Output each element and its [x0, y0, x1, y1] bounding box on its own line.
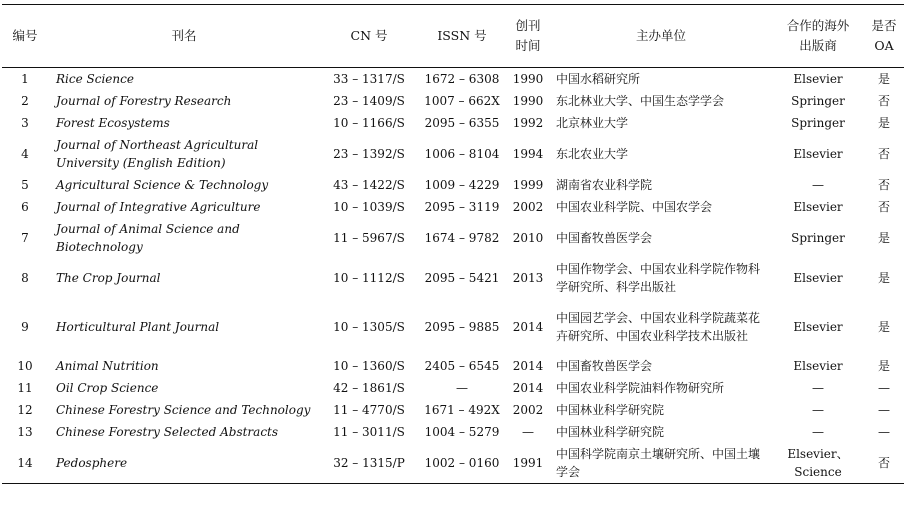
- cell-oa: 否: [877, 200, 890, 214]
- cell-cn: 10 – 1166/S: [333, 116, 405, 130]
- cell-host: 中国农业科学院、中国农学会: [556, 200, 713, 214]
- cell-title: Journal of Integrative Agriculture: [56, 200, 261, 214]
- cell-host: 中国农业科学院油料作物研究所: [556, 381, 725, 395]
- table-row: [2, 355, 904, 377]
- cell-title: Journal of Animal Science and Biotechnology: [56, 222, 240, 254]
- cell-title: Animal Nutrition: [56, 359, 159, 373]
- cell-cn: 33 – 1317/S: [333, 72, 405, 86]
- cell-no: 10: [17, 359, 33, 373]
- cell-title: Oil Crop Science: [56, 381, 159, 395]
- cell-year: 1994: [512, 147, 544, 161]
- table-row: [2, 112, 904, 134]
- cell-issn: 1006 – 8104: [424, 147, 500, 161]
- header-year: [506, 5, 550, 68]
- cell-cn: 10 – 1112/S: [333, 271, 405, 285]
- cell-oa: 是: [877, 116, 890, 130]
- cell-no: 3: [21, 116, 29, 130]
- cell-publisher: —: [812, 381, 824, 395]
- cell-publisher: —: [812, 425, 824, 439]
- cell-year: 1990: [512, 72, 544, 86]
- cell-issn: 1671 – 492X: [424, 403, 500, 417]
- cell-publisher: Elsevier、Science: [787, 447, 849, 479]
- journal-table: [2, 4, 904, 484]
- cell-cn: 42 – 1861/S: [333, 381, 405, 395]
- table-row: [2, 399, 904, 421]
- header-oa-line2: OA: [874, 38, 894, 53]
- cell-year: 2002: [512, 403, 544, 417]
- cell-issn: 1674 – 9782: [424, 231, 500, 245]
- cell-publisher: Elsevier: [793, 147, 843, 161]
- cell-oa: 是: [877, 231, 890, 245]
- cell-publisher: —: [812, 178, 824, 192]
- cell-cn: 23 – 1392/S: [333, 147, 405, 161]
- header-publisher-line2: 出版商: [799, 38, 837, 53]
- cell-cn: 11 – 5967/S: [333, 231, 405, 245]
- cell-oa: 是: [877, 359, 890, 373]
- cell-cn: 23 – 1409/S: [333, 94, 405, 108]
- cell-cn: 11 – 3011/S: [333, 425, 405, 439]
- cell-issn: 1672 – 6308: [424, 72, 500, 86]
- cell-no: 4: [21, 147, 29, 161]
- table-row: [2, 174, 904, 196]
- table-row: [2, 298, 904, 355]
- cell-issn: 2095 – 3119: [424, 200, 500, 214]
- header-issn: ISSN 号: [437, 27, 487, 43]
- table-row: [2, 443, 904, 484]
- cell-year: 2013: [512, 271, 544, 285]
- header-oa: [864, 5, 904, 68]
- header-cn: CN 号: [350, 27, 388, 43]
- cell-no: 9: [21, 319, 29, 334]
- cell-no: 8: [21, 271, 29, 285]
- cell-title: Agricultural Science & Technology: [56, 178, 269, 192]
- cell-title: Journal of Forestry Research: [56, 94, 232, 108]
- cell-oa: —: [878, 381, 890, 395]
- cell-oa: 否: [877, 94, 890, 108]
- cell-no: 11: [17, 381, 33, 395]
- cell-issn: 2095 – 9885: [424, 319, 500, 334]
- cell-host: 东北农业大学: [556, 147, 629, 161]
- cell-issn: 1002 – 0160: [424, 456, 500, 470]
- cell-publisher: Springer: [791, 94, 845, 108]
- cell-issn: 1009 – 4229: [424, 178, 500, 192]
- cell-title: Journal of Northeast Agricultural University (English Edition): [56, 138, 259, 170]
- cell-oa: 是: [877, 271, 890, 285]
- cell-cn: 10 – 1360/S: [333, 359, 405, 373]
- header-oa-line1: 是否: [871, 18, 897, 33]
- cell-year: 1991: [512, 456, 544, 470]
- cell-publisher: Elsevier: [793, 200, 843, 214]
- cell-year: —: [522, 425, 534, 439]
- cell-host: 中国畜牧兽医学会: [556, 359, 653, 373]
- cell-host: 中国林业科学研究院: [556, 425, 665, 439]
- table-row: [2, 134, 904, 174]
- cell-issn: 1007 – 662X: [424, 94, 500, 108]
- cell-year: 1999: [512, 178, 544, 192]
- cell-issn: 1004 – 5279: [424, 425, 500, 439]
- header-title: 刊名: [171, 27, 197, 43]
- cell-oa: —: [878, 403, 890, 417]
- table-row: [2, 421, 904, 443]
- table-header-row: [2, 5, 904, 68]
- table-row: [2, 258, 904, 298]
- cell-host: 中国林业科学研究院: [556, 403, 665, 417]
- cell-no: 12: [17, 403, 33, 417]
- cell-year: 1990: [512, 94, 544, 108]
- cell-oa: 否: [877, 147, 890, 161]
- cell-issn: —: [456, 381, 468, 395]
- cell-title: Chinese Forestry Selected Abstracts: [56, 425, 279, 439]
- table-row: [2, 196, 904, 218]
- cell-no: 13: [17, 425, 33, 439]
- cell-no: 14: [17, 456, 33, 470]
- cell-publisher: Elsevier: [793, 271, 843, 285]
- cell-issn: 2095 – 5421: [424, 271, 500, 285]
- cell-title: Pedosphere: [56, 456, 128, 470]
- cell-oa: 否: [877, 178, 890, 192]
- cell-host: 中国科学院南京土壤研究所、中国土壤学会: [556, 447, 761, 479]
- table-row: [2, 377, 904, 399]
- cell-no: 6: [21, 200, 29, 214]
- cell-no: 5: [21, 178, 29, 192]
- header-year-line1: 创刊: [515, 18, 541, 33]
- cell-issn: 2095 – 6355: [424, 116, 500, 130]
- cell-title: Chinese Forestry Science and Technology: [56, 403, 311, 417]
- cell-year: 2014: [512, 359, 544, 373]
- header-publisher-line1: 合作的海外: [786, 18, 850, 33]
- cell-year: 1992: [512, 116, 544, 130]
- cell-publisher: Springer: [791, 116, 845, 130]
- cell-host: 中国园艺学会、中国农业科学院蔬菜花卉研究所、中国农业科学技术出版社: [556, 310, 761, 343]
- cell-title: Horticultural Plant Journal: [56, 319, 220, 334]
- cell-oa: 否: [877, 456, 890, 470]
- cell-publisher: Springer: [791, 231, 845, 245]
- cell-publisher: Elsevier: [793, 319, 843, 334]
- cell-oa: 是: [877, 72, 890, 86]
- cell-title: Forest Ecosystems: [56, 116, 170, 130]
- cell-host: 北京林业大学: [556, 116, 629, 130]
- cell-no: 7: [21, 231, 29, 245]
- header-year-line2: 时间: [515, 38, 541, 53]
- cell-no: 2: [21, 94, 29, 108]
- cell-publisher: Elsevier: [793, 72, 843, 86]
- table-body: [2, 68, 904, 484]
- cell-year: 2010: [512, 231, 544, 245]
- header-host: 主办单位: [635, 27, 686, 43]
- cell-cn: 11 – 4770/S: [333, 403, 405, 417]
- cell-no: 1: [21, 72, 29, 86]
- cell-host: 湖南省农业科学院: [556, 178, 653, 192]
- cell-cn: 43 – 1422/S: [333, 178, 405, 192]
- cell-cn: 10 – 1305/S: [333, 319, 405, 334]
- cell-year: 2014: [512, 381, 544, 395]
- cell-oa: 是: [877, 319, 890, 334]
- cell-cn: 32 – 1315/P: [333, 456, 405, 470]
- cell-issn: 2405 – 6545: [424, 359, 500, 373]
- cell-host: 东北林业大学、中国生态学学会: [556, 94, 725, 108]
- cell-host: 中国畜牧兽医学会: [556, 231, 653, 245]
- cell-publisher: —: [812, 403, 824, 417]
- cell-oa: —: [878, 425, 890, 439]
- cell-title: The Crop Journal: [56, 271, 161, 285]
- table-row: [2, 68, 904, 91]
- cell-year: 2002: [512, 200, 544, 214]
- cell-publisher: Elsevier: [793, 359, 843, 373]
- table-row: [2, 218, 904, 258]
- table-row: [2, 90, 904, 112]
- header-no: 编号: [12, 27, 38, 43]
- cell-title: Rice Science: [56, 72, 134, 86]
- cell-year: 2014: [512, 319, 544, 334]
- header-publisher: [772, 5, 864, 68]
- cell-cn: 10 – 1039/S: [333, 200, 405, 214]
- cell-host: 中国水稻研究所: [556, 72, 641, 86]
- cell-host: 中国作物学会、中国农业科学院作物科学研究所、科学出版社: [556, 262, 761, 294]
